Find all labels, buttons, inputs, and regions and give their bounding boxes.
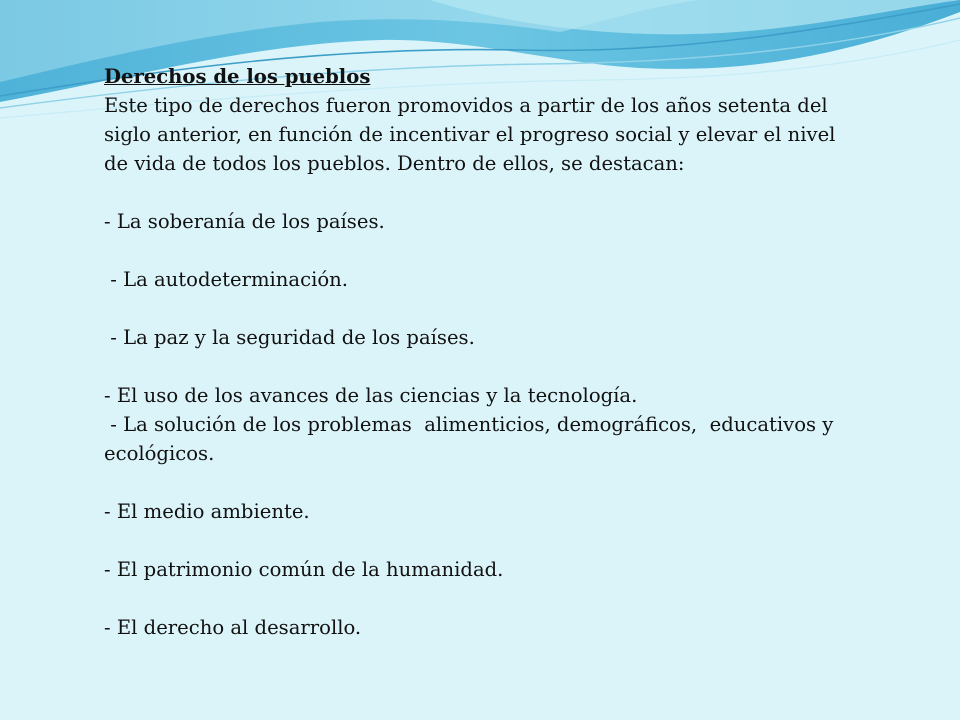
list-item-soberania: - La soberanía de los países.: [104, 210, 385, 233]
intro-line: siglo anterior, en función de incentivar el progreso social y elevar el nivel: [104, 123, 836, 146]
slide-content: [104, 62, 864, 642]
intro-paragraph: [104, 91, 864, 178]
list-item-desarrollo: - El derecho al desarrollo.: [104, 616, 362, 639]
list-item-problemas-cont: ecológicos.: [104, 442, 215, 465]
list-item-paz-seguridad: - La paz y la seguridad de los países.: [104, 326, 475, 349]
intro-line: Este tipo de derechos fueron promovidos a partir de los años setenta del: [104, 94, 828, 117]
intro-line: de vida de todos los pueblos. Dentro de ellos, se destacan:: [104, 152, 685, 175]
list-item-patrimonio: - El patrimonio común de la humanidad.: [104, 558, 504, 581]
list-item-autodeterminacion: - La autodeterminación.: [104, 268, 348, 291]
list-item-medio-ambiente: - El medio ambiente.: [104, 500, 310, 523]
list-item-ciencias-tecnologia: - El uso de los avances de las ciencias y la tecnología.: [104, 384, 638, 407]
list-item-problemas: - La solución de los problemas alimenticios, demográficos, educativos y: [104, 413, 834, 436]
slide-title: Derechos de los pueblos: [104, 65, 371, 88]
